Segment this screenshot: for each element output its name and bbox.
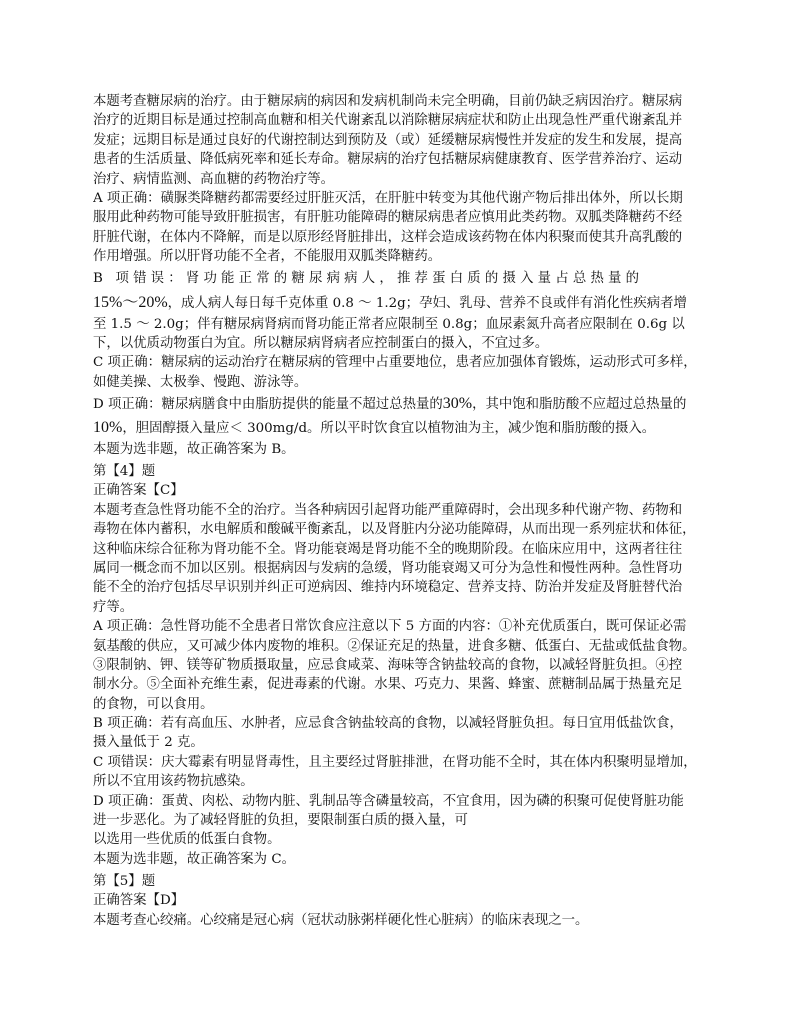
q3-option-b-line bbox=[93, 291, 713, 315]
q3-intro-line: 治疗的近期目标是通过控制高血糖和相关代谢紊乱以消除糖尿病症状和防止出现急性严重代谢紊乱并 bbox=[93, 113, 683, 129]
q3-option-c-line: C 项正确：糖尿病的运动治疗在糖尿病的管理中占重要地位，患者应加强体育锻炼，运动形式可多样， bbox=[93, 355, 697, 371]
q4-intro-line: 能不全的治疗包括尽早识别并纠正可逆病因、维持内环境稳定、营养支持、防治并发症及肾脏替代治 bbox=[93, 580, 683, 596]
q3-conclusion: 本题为选非题，故正确答案为 B。 bbox=[93, 442, 295, 458]
q3-option-d-text: ，胆固醇摄入量应＜ 300mg/d。所以平时饮食宜以植物油为主，减少饱和脂肪酸的摄入。 bbox=[122, 421, 656, 437]
q3-intro-line: 患者的生活质量、降低病死率和延长寿命。糖尿病的治疗包括糖尿病健康教育、医学营养治疗、运动 bbox=[93, 152, 683, 168]
q5-section bbox=[93, 872, 713, 930]
q4-conclusion: 本题为选非题，故正确答案为 C。 bbox=[93, 851, 295, 867]
q4-option-a-line: 氨基酸的供应，又可减少体内废物的堆积。②保证充足的热量，进食多糖、低蛋白、无盐或低盐食物。 bbox=[93, 638, 696, 654]
q4-option-d-line: 以选用一些优质的低蛋白食物。 bbox=[93, 832, 281, 848]
q4-option-c-line: 所以不宜用该药物抗感染。 bbox=[93, 774, 254, 790]
q3-option-a-line: 作用增强。所以肝肾功能不全者，不能服用双胍类降糖药。 bbox=[93, 249, 442, 265]
q3-option-b-line: 下，以优质动物蛋白为宜。所以糖尿病肾病者应控制蛋白的摄入，不宜过多。 bbox=[93, 335, 549, 351]
q3-explanation bbox=[93, 92, 713, 459]
q3-intro-line: 发症；远期目标是通过良好的代谢控制达到预防及（或）延缓糖尿病慢性并发症的发生和发展，提高 bbox=[93, 132, 683, 148]
q3-option-d-percent: 30% bbox=[442, 395, 473, 413]
q4-option-d-line: 进一步恶化。为了减轻肾脏的负担，要限制蛋白质的摄入量，可 bbox=[93, 813, 468, 829]
q4-intro-line: 疗等。 bbox=[93, 599, 134, 615]
q4-intro-line: 这种临床综合征称为肾功能不全。肾功能衰竭是肾功能不全的晚期阶段。在临床应用中，这两者往往 bbox=[93, 541, 683, 557]
q4-title: 第【4】题 bbox=[93, 464, 156, 479]
q4-option-c-line: C 项错误：庆大霉素有明显肾毒性，且主要经过肾脏排泄，在肾功能不全时，其在体内积聚明显增加， bbox=[93, 754, 697, 770]
q4-option-d-line: D 项正确：蛋黄、肉松、动物内脏、乳制品等含磷量较高，不宜食用，因为磷的积聚可促使肾脏功能 bbox=[93, 793, 684, 809]
q4-intro-line: 本题考查急性肾功能不全的治疗。当各种病因引起肾功能严重障碍时，会出现多种代谢产物、药物和 bbox=[93, 502, 683, 518]
q3-option-a-line: 服用此种药物可能导致肝脏损害，有肝脏功能障碍的糖尿病患者应慎用此类药物。双胍类降糖药不经 bbox=[93, 210, 683, 226]
q4-option-b-line: B 项正确：若有高血压、水肿者，应忌食含钠盐较高的食物，以减轻肾脏负担。每日宜用低盐饮食， bbox=[93, 716, 683, 732]
q5-intro-line: 本题考查心绞痛。心绞痛是冠心病（冠状动脉粥样硬化性心脏病）的临床表现之一。 bbox=[93, 912, 589, 928]
q3-option-c-line: 如健美操、太极拳、慢跑、游泳等。 bbox=[93, 374, 308, 390]
q4-section bbox=[93, 462, 713, 869]
q3-option-d-line bbox=[93, 416, 713, 440]
q3-intro-line: 治疗、病情监测、高血糖的药物治疗等。 bbox=[93, 171, 335, 187]
q3-option-b-text: ，成人病人每日每千克体重 0.8 ～ 1.2g；孕妇、乳母、营养不良或伴有消化性疾病者增 bbox=[167, 295, 687, 311]
q3-option-a-line: A 项正确：磺脲类降糖药都需要经过肝脏灭活，在肝脏中转变为其他代谢产物后排出体外，所以长期 bbox=[93, 190, 683, 206]
q4-option-a-line: 制水分。⑤全面补充维生素，促进毒素的代谢。水果、巧克力、果酱、蜂蜜、蔗糖制品属于热量充足 bbox=[93, 677, 683, 693]
q3-option-b-line: B 项错误：肾功能正常的糖尿病病人，推荐蛋白质的摄入量占总热量的 bbox=[93, 270, 644, 286]
q4-option-b-line: 摄入量低于 2 克。 bbox=[93, 735, 204, 751]
q3-intro-line: 本题考查糖尿病的治疗。由于糖尿病的病因和发病机制尚未完全明确，目前仍缺乏病因治疗。糖尿病 bbox=[93, 94, 683, 109]
q4-intro-line: 属同一概念而不加以区别。根据病因与发病的急缓，肾功能衰竭又可分为急性和慢性两种。急性肾功 bbox=[93, 560, 683, 576]
q4-option-a-line: 的食物，可以食用。 bbox=[93, 696, 214, 712]
q4-option-a-line: ③限制钠、钾、镁等矿物质摄取量，应忌食咸菜、海味等含钠盐较高的食物，以减轻肾脏负担。④控 bbox=[93, 657, 683, 673]
q3-option-d-line bbox=[93, 392, 713, 416]
q3-option-b-line: 至 1.5 ～ 2.0g；伴有糖尿病肾病而肾功能正常者应限制至 0.8g；血尿素氮升高者应限制在 0.6g 以 bbox=[93, 316, 685, 332]
q5-title: 第【5】题 bbox=[93, 874, 156, 889]
q3-option-d-percent: 10% bbox=[93, 419, 123, 437]
q4-option-a-line: A 项正确：急性肾功能不全患者日常饮食应注意以下 5 方面的内容：①补充优质蛋白，既可保证必需 bbox=[93, 619, 687, 635]
q4-answer: 正确答案【C】 bbox=[93, 483, 184, 499]
q3-option-a-line: 肝脏代谢，在体内不降解，而是以原形经肾脏排出，这样会造成该药物在体内积聚而使其升高乳酸的 bbox=[93, 229, 683, 245]
q5-answer: 正确答案【D】 bbox=[93, 893, 185, 909]
q3-option-d-text: D 项正确：糖尿病膳食中由脂肪提供的能量不超过总热量的 bbox=[93, 397, 443, 413]
q3-option-d-text: ，其中饱和脂肪酸不应超过总热量的 bbox=[472, 397, 687, 413]
q4-intro-line: 毒物在体内蓄积，水电解质和酸碱平衡紊乱，以及肾脏内分泌功能障碍，从而出现一系列症状和体征， bbox=[93, 522, 696, 538]
q3-option-b-percent: 15%～20% bbox=[93, 293, 168, 311]
